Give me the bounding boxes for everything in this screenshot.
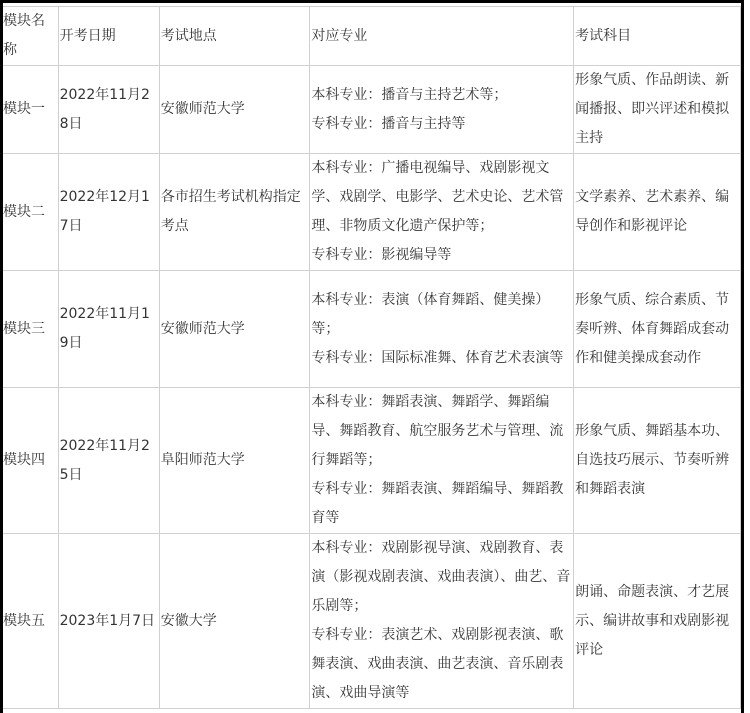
- header-cell: 开考日期: [58, 7, 159, 66]
- major-line: 本科专业：戏剧影视导演、戏剧教育、表演（影视戏剧表演、戏曲表演）、曲艺、音乐剧等；: [311, 540, 571, 614]
- date-cell: 2022年11月25日: [58, 388, 159, 534]
- majors-cell: [310, 271, 574, 388]
- major-line: 本科专业：播音与主持艺术等；: [311, 86, 508, 103]
- table-row: [2, 388, 741, 534]
- table-row: [2, 534, 741, 709]
- table-row: [2, 154, 741, 271]
- major-line: 专科专业：国际标准舞、体育艺术表演等: [311, 349, 564, 366]
- subjects-cell: 形象气质、综合素质、节奏听辨、体育舞蹈成套动作和健美操成套动作: [574, 271, 741, 388]
- module-cell: 模块五: [2, 534, 59, 709]
- location-cell: 安徽大学: [159, 534, 310, 709]
- major-line: 本科专业：广播电视编导、戏剧影视文学、戏剧学、电影学、艺术史论、艺术管理、非物质文化遗产保护等；: [311, 160, 564, 234]
- frame-border-left: [0, 0, 3, 713]
- subjects-cell: 文学素养、艺术素养、编导创作和影视评论: [574, 154, 741, 271]
- module-cell: 模块二: [2, 154, 59, 271]
- header-cell: 考试地点: [159, 7, 310, 66]
- major-line: 本科专业：舞蹈表演、舞蹈学、舞蹈编导、舞蹈教育、航空服务艺术与管理、流行舞蹈等；: [311, 394, 564, 468]
- date-cell: 2022年11月28日: [58, 66, 159, 154]
- subjects-cell: 朗诵、命题表演、才艺展示、编讲故事和戏剧影视评论: [574, 534, 741, 709]
- location-cell: 各市招生考试机构指定考点: [159, 154, 310, 271]
- module-cell: 模块三: [2, 271, 59, 388]
- module-cell: 模块一: [2, 66, 59, 154]
- frame-border-top: [0, 0, 744, 3]
- date-cell: 2022年11月19日: [58, 271, 159, 388]
- major-line: 专科专业：播音与主持等: [311, 115, 466, 132]
- table-header-row: [2, 7, 741, 66]
- majors-cell: [310, 66, 574, 154]
- location-cell: 阜阳师范大学: [159, 388, 310, 534]
- date-cell: 2023年1月7日: [58, 534, 159, 709]
- subjects-cell: 形象气质、作品朗读、新闻播报、即兴评述和模拟主持: [574, 66, 741, 154]
- subjects-cell: 形象气质、舞蹈基本功、自选技巧展示、节奏听辨和舞蹈表演: [574, 388, 741, 534]
- major-line: 本科专业：表演（体育舞蹈、健美操）等；: [311, 291, 550, 337]
- majors-cell: [310, 388, 574, 534]
- location-cell: 安徽师范大学: [159, 271, 310, 388]
- exam-schedule-table: [1, 6, 741, 709]
- majors-cell: [310, 154, 574, 271]
- location-cell: 安徽师范大学: [159, 66, 310, 154]
- header-cell: 对应专业: [310, 7, 574, 66]
- major-line: 专科专业：影视编导等: [311, 247, 452, 263]
- frame-border-right: [741, 0, 744, 713]
- table-row: [2, 271, 741, 388]
- header-cell: 考试科目: [574, 7, 741, 66]
- date-cell: 2022年12月17日: [58, 154, 159, 271]
- table-row: [2, 66, 741, 154]
- major-line: 专科专业：表演艺术、戏剧影视表演、歌舞表演、戏曲表演、曲艺表演、音乐剧表演、戏曲导演等: [311, 627, 564, 701]
- module-cell: 模块四: [2, 388, 59, 534]
- major-line: 专科专业：舞蹈表演、舞蹈编导、舞蹈教育等: [311, 481, 564, 526]
- header-cell: 模块名称: [2, 7, 59, 66]
- majors-cell: [310, 534, 574, 709]
